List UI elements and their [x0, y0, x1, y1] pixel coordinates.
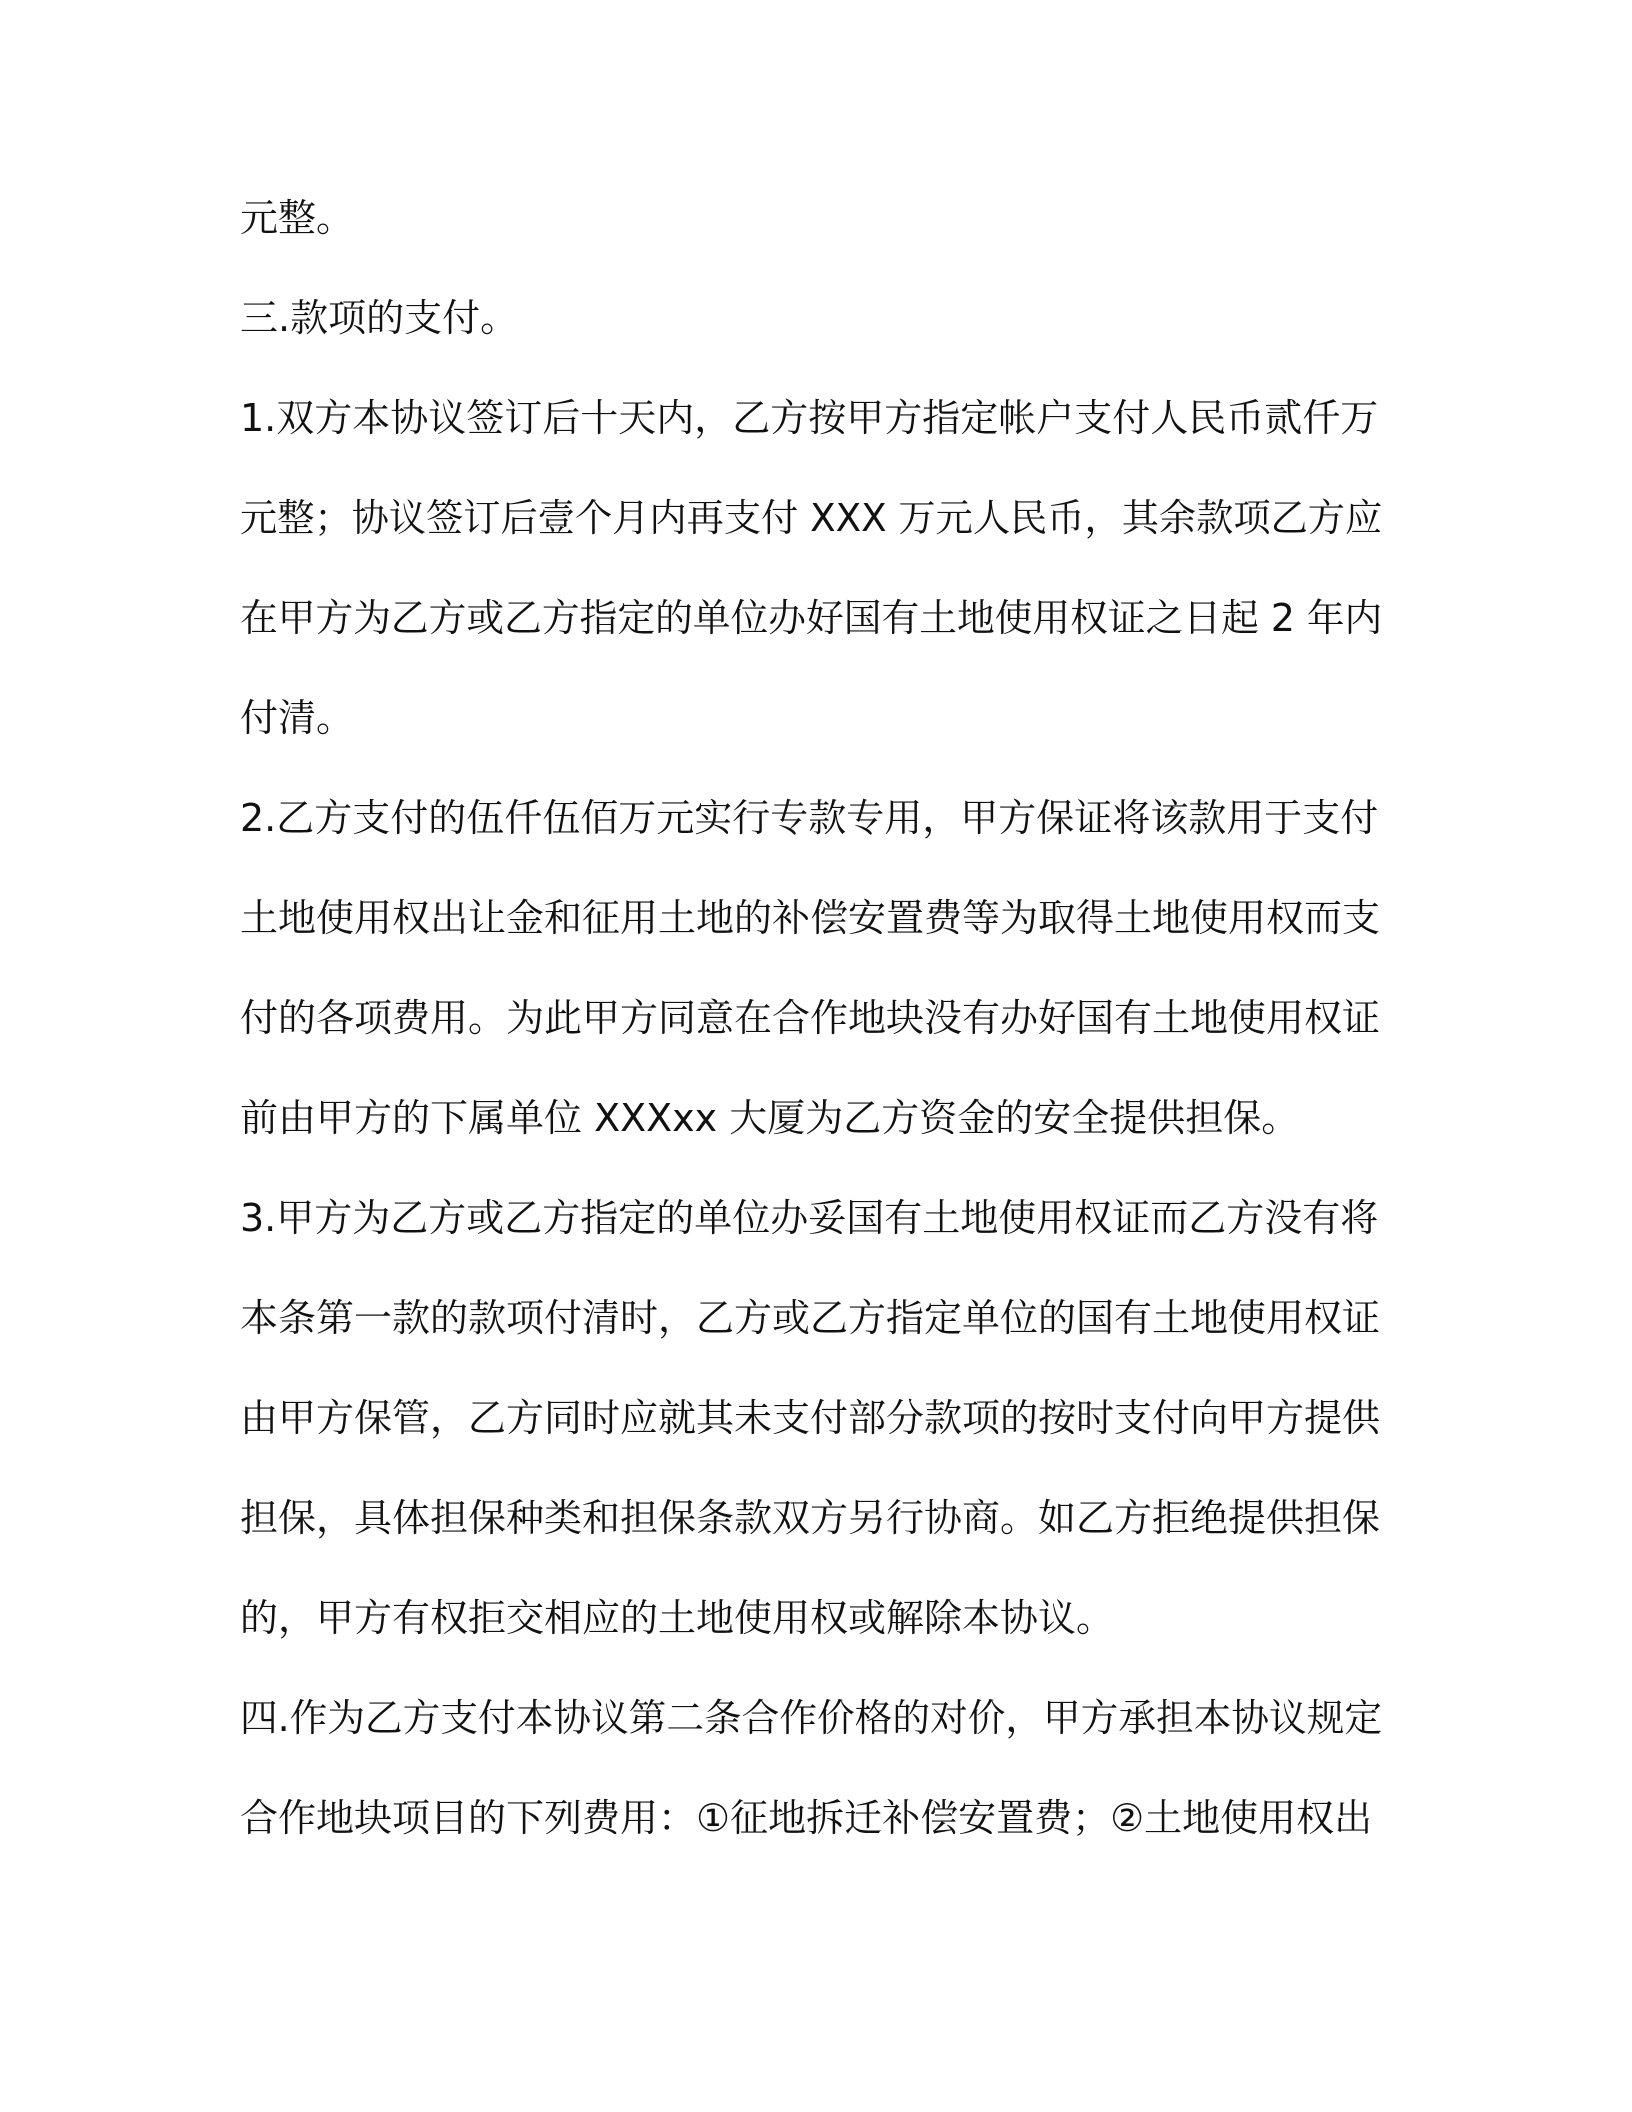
text-line: 在甲方为乙方或乙方指定的单位办好国有土地使用权证之日起 2 年内 — [240, 596, 1383, 640]
text-line: 由甲方保管，乙方同时应就其未支付部分款项的按时支付向甲方提供 — [240, 1396, 1381, 1440]
section-heading: 三.款项的支付。 — [240, 296, 519, 340]
text-line: 付清。 — [240, 696, 355, 740]
text-line: 的，甲方有权拒交相应的土地使用权或解除本协议。 — [240, 1596, 1115, 1640]
text-line: 担保，具体担保种类和担保条款双方另行协商。如乙方拒绝提供担保 — [240, 1496, 1381, 1540]
text-line: 1.双方本协议签订后十天内，乙方按甲方指定帐户支付人民币贰仟万 — [240, 396, 1379, 440]
text-line: 付的各项费用。为此甲方同意在合作地块没有办好国有土地使用权证 — [240, 996, 1381, 1040]
text-line: 前由甲方的下属单位 XXXxx 大厦为乙方资金的安全提供担保。 — [240, 1096, 1300, 1140]
text-line: 2.乙方支付的伍仟伍佰万元实行专款专用，甲方保证将该款用于支付 — [240, 796, 1379, 840]
text-line: 3.甲方为乙方或乙方指定的单位办妥国有土地使用权证而乙方没有将 — [240, 1196, 1379, 1240]
text-line: 土地使用权出让金和征用土地的补偿安置费等为取得土地使用权而支 — [240, 896, 1381, 940]
text-line: 元整；协议签订后壹个月内再支付 XXX 万元人民币，其余款项乙方应 — [240, 496, 1383, 540]
text-line: 合作地块项目的下列费用：①征地拆迁补偿安置费；②土地使用权出 — [240, 1796, 1373, 1840]
text-line: 本条第一款的款项付清时，乙方或乙方指定单位的国有土地使用权证 — [240, 1296, 1381, 1340]
section-heading: 四.作为乙方支付本协议第二条合作价格的对价，甲方承担本协议规定 — [240, 1696, 1383, 1740]
text-line: 元整。 — [240, 196, 355, 240]
